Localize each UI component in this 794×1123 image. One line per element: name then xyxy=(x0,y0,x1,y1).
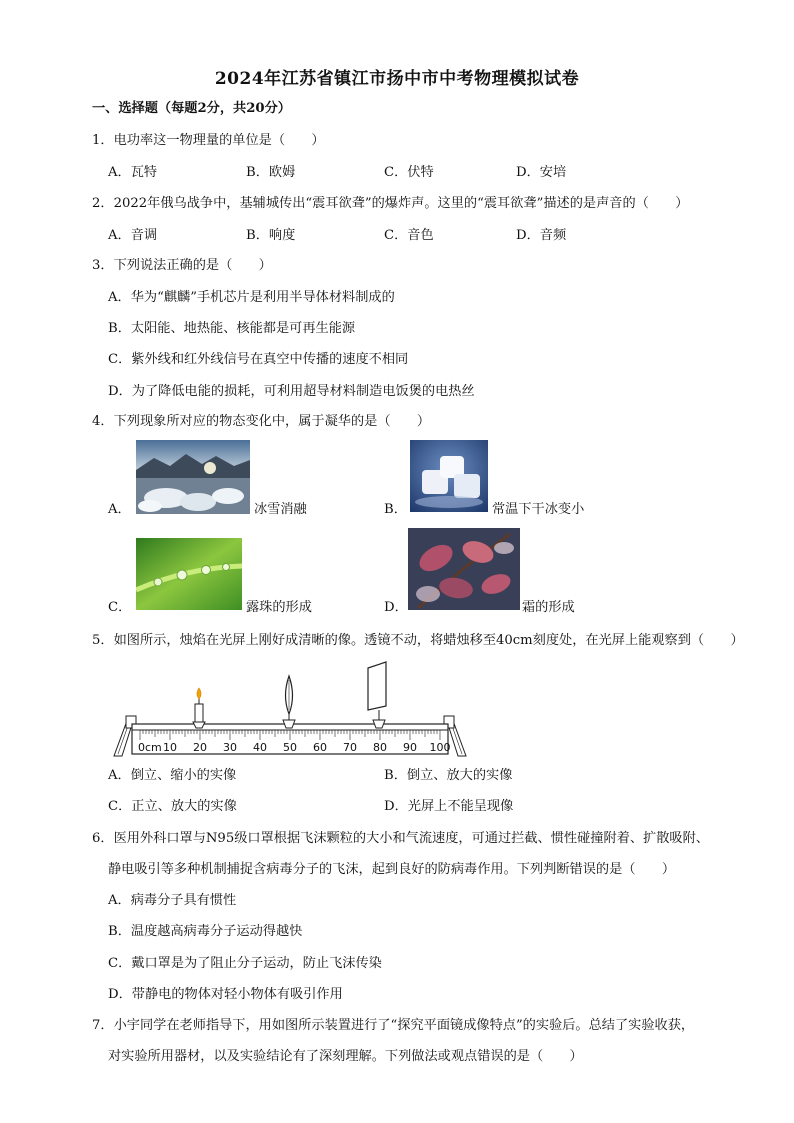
q2-option-d: D．音频 xyxy=(516,228,567,243)
q1-option-c: C．伏特 xyxy=(384,165,434,180)
q6-option-d: D．带静电的物体对轻小物体有吸引作用 xyxy=(108,987,343,1002)
ruler-label: 60 xyxy=(313,741,327,754)
q3-option-b: B．太阳能、地热能、核能都是可再生能源 xyxy=(108,321,356,336)
q5-option-c: C．正立、放大的实像 xyxy=(108,799,237,814)
q4-option-c-caption: 露珠的形成 xyxy=(246,600,312,615)
q5-option-d: D．光屏上不能呈现像 xyxy=(384,799,514,814)
frost-leaves-photo xyxy=(408,528,520,610)
q5-option-b: B．倒立、放大的实像 xyxy=(384,768,513,783)
section-heading: 一、选择题（每题2分，共20分） xyxy=(92,101,291,116)
q6-option-a: A．病毒分子具有惯性 xyxy=(108,893,237,908)
q4-option-d-letter: D． xyxy=(384,600,408,615)
question-3-stem: 3．下列说法正确的是（ ） xyxy=(92,258,272,273)
q2-option-b: B．响度 xyxy=(246,228,296,243)
q4-option-c-letter: C． xyxy=(108,600,132,615)
q1-option-a: A．瓦特 xyxy=(108,165,158,180)
q1-option-b: B．欧姆 xyxy=(246,165,296,180)
convex-lens xyxy=(283,676,295,728)
question-6-stem-line-2: 静电吸引等多种机制捕捉含病毒分子的飞沫，起到良好的防病毒作用。下列判断错误的是（ ） xyxy=(108,862,676,877)
q4-option-a-caption: 冰雪消融 xyxy=(254,502,307,517)
question-6-stem-line-1: 6．医用外科口罩与N95级口罩根据飞沫颗粒的大小和气流速度，可通过拦截、惯性碰撞附着、扩散吸附、 xyxy=(92,831,709,846)
q4-option-b-letter: B． xyxy=(384,502,407,517)
ruler-label: 100 xyxy=(429,741,451,754)
ruler-label: 0cm xyxy=(138,741,162,754)
dew-drops-photo xyxy=(136,538,242,610)
ruler-label: 40 xyxy=(253,741,267,754)
question-7-stem-line-2: 对实验所用器材，以及实验结论有了深刻理解。下列做法或观点错误的是（ ） xyxy=(108,1049,583,1064)
question-2-stem: 2．2022年俄乌战争中，基辅城传出“震耳欲聋”的爆炸声。这里的“震耳欲聋”描述的是声音的（ ） xyxy=(92,196,689,211)
q6-option-b: B．温度越高病毒分子运动得越快 xyxy=(108,924,303,939)
q6-option-c: C．戴口罩是为了阻止分子运动，防止飞沫传染 xyxy=(108,956,382,971)
q1-option-d: D．安培 xyxy=(516,165,567,180)
dry-ice-photo xyxy=(410,440,488,512)
q4-option-a-letter: A． xyxy=(108,502,131,517)
q5-option-a: A．倒立、缩小的实像 xyxy=(108,768,237,783)
ruler-label: 30 xyxy=(223,741,237,754)
ruler-label: 80 xyxy=(373,741,387,754)
q2-option-c: C．音色 xyxy=(384,228,434,243)
ruler-label: 70 xyxy=(343,741,357,754)
q3-option-c: C．紫外线和红外线信号在真空中传播的速度不相同 xyxy=(108,352,409,367)
q3-option-d: D．为了降低电能的损耗，可利用超导材料制造电饭煲的电热丝 xyxy=(108,384,475,399)
ruler-label: 50 xyxy=(283,741,297,754)
ruler-label: 90 xyxy=(403,741,417,754)
q3-option-a: A．华为“麒麟”手机芯片是利用半导体材料制成的 xyxy=(108,290,395,305)
question-4-stem: 4．下列现象所对应的物态变化中，属于凝华的是（ ） xyxy=(92,414,431,429)
light-screen xyxy=(368,662,386,728)
question-1-stem: 1．电功率这一物理量的单位是（ ） xyxy=(92,133,325,148)
ruler-label: 10 xyxy=(163,741,177,754)
candle xyxy=(193,688,205,728)
page-title: 2024年江苏省镇江市扬中市中考物理模拟试卷 xyxy=(214,69,580,89)
q4-option-b-caption: 常温下干冰变小 xyxy=(492,502,585,517)
question-5-stem: 5．如图所示，烛焰在光屏上刚好成清晰的像。透镜不动，将蜡烛移至40cm刻度处，在光屏上能观察到（ ） xyxy=(92,633,744,648)
optical-bench-diagram xyxy=(110,658,470,760)
question-7-stem-line-1: 7．小宇同学在老师指导下，用如图所示装置进行了“探究平面镜成像特点”的实验后。总结了实验收获， xyxy=(92,1018,695,1033)
ruler-label: 20 xyxy=(193,741,207,754)
q2-option-a: A．音调 xyxy=(108,228,158,243)
q4-option-d-caption: 霜的形成 xyxy=(522,600,575,615)
melting-ice-photo xyxy=(136,440,250,514)
